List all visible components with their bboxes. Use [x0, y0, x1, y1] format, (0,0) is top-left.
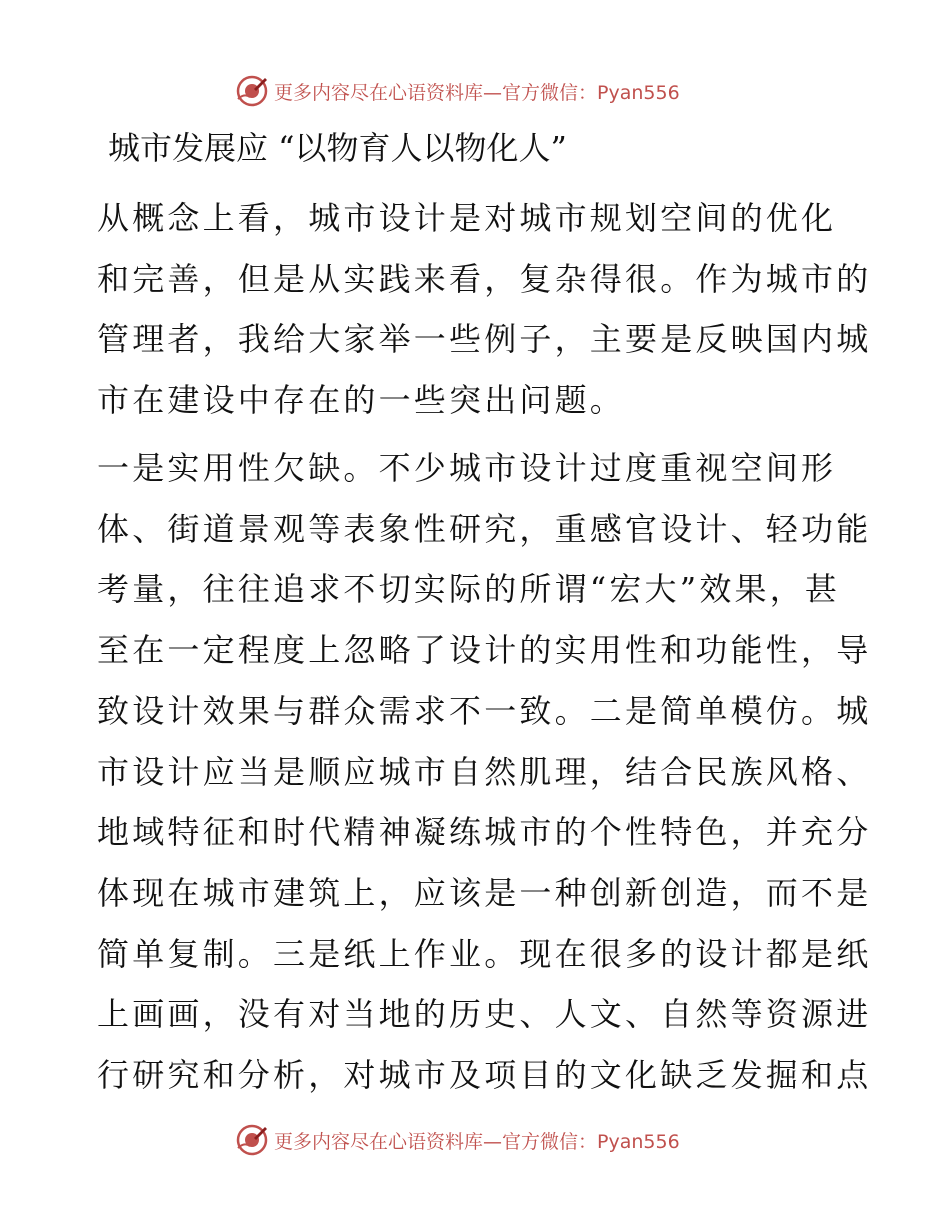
text-line: 管理者，我给大家举一些例子，主要是反映国内城 — [97, 320, 872, 359]
text-line: 致设计效果与群众需求不一致。二是简单模仿。城 — [97, 691, 872, 730]
text-line: 和完善，但是从实践来看，复杂得很。作为城市的 — [97, 259, 872, 298]
footer-watermark — [234, 1120, 754, 1160]
text-line: 体现在城市建筑上，应该是一种创新创造，而不是 — [97, 873, 872, 912]
paragraph-1 — [97, 188, 872, 431]
pen-circle-logo-icon — [234, 73, 270, 109]
text-line: 市设计应当是顺应城市自然肌理，结合民族风格、 — [97, 752, 872, 791]
text-line: 地域特征和时代精神凝练城市的个性特色，并充分 — [97, 813, 872, 852]
text-line: 至在一定程度上忽略了设计的实用性和功能性，导 — [97, 631, 872, 670]
text-line: 体、街道景观等表象性研究，重感官设计、轻功能 — [97, 509, 872, 548]
page-title: 城市发展应 “以物育人以物化人” — [108, 129, 567, 167]
text-line: 行研究和分析，对城市及项目的文化缺乏发掘和点 — [97, 1056, 872, 1095]
watermark-text: 更多内容尽在心语资料库—官方微信：Pyan556 — [274, 81, 680, 104]
text-line: 从概念上看，城市设计是对城市规划空间的优化 — [97, 199, 837, 237]
pen-circle-logo-icon — [234, 1122, 270, 1158]
watermark-text: 更多内容尽在心语资料库—官方微信：Pyan556 — [274, 1130, 680, 1153]
text-line: 市在建设中存在的一些突出问题。 — [97, 381, 626, 420]
text-line: 简单复制。三是纸上作业。现在很多的设计都是纸 — [97, 934, 872, 973]
paragraph-2 — [97, 438, 872, 1106]
text-line: 考量，往往追求不切实际的所谓“宏大”效果，甚 — [97, 570, 841, 609]
header-watermark — [234, 71, 754, 111]
text-line: 一是实用性欠缺。不少城市设计过度重视空间形 — [97, 449, 837, 487]
text-line: 上画画，没有对当地的历史、人文、自然等资源进 — [97, 995, 872, 1034]
